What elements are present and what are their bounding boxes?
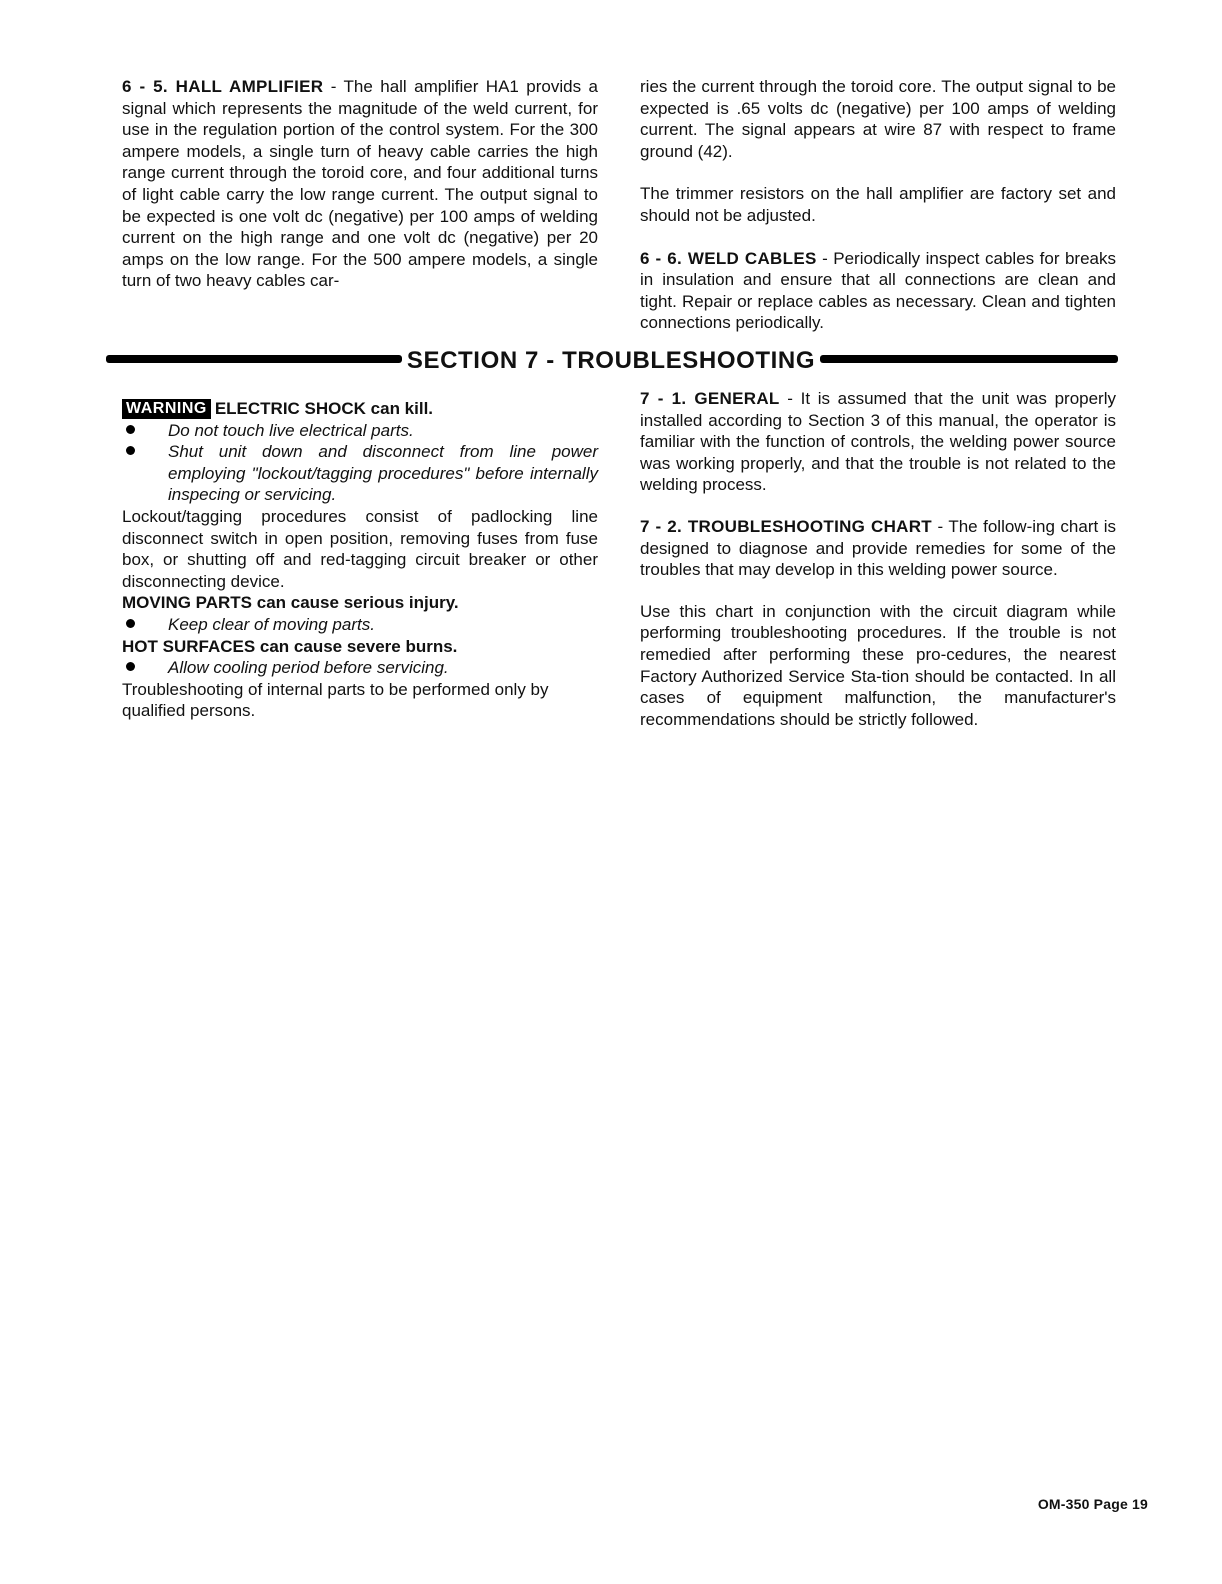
warning-badge: WARNING bbox=[122, 399, 211, 419]
bullet-dot-icon bbox=[122, 657, 168, 679]
electric-shock-line bbox=[122, 398, 598, 420]
section-title: SECTION 7 - TROUBLESHOOTING bbox=[406, 347, 816, 374]
bullet-item bbox=[122, 441, 598, 506]
warning-block bbox=[122, 388, 598, 722]
bullet-text: Do not touch live electrical parts. bbox=[168, 420, 414, 440]
hall-amplifier-body: - The hall amplifier HA1 provids a signal which represents the magnitude of the weld current, for use in the regulation portion of the control system. For the 300 ampere models, a single turn of heavy cable carries the high range current through the toroid core, and four additional turns of light cable carry the low range current. The output signal to be expected is one volt dc (negative) per 100 amps of welding current on the high range and one volt dc (negative) per 20 amps on the low range. For the 500 ampere models, a single turn of two heavy cables car- bbox=[122, 77, 598, 291]
general-paragraph bbox=[640, 388, 1116, 496]
general-heading: 7 - 1. GENERAL bbox=[640, 389, 780, 408]
use-chart-paragraph: Use this chart in conjunction with the circuit diagram while performing troubleshooting procedures. If the trouble is not remedied after performing these pro-cedures, the nearest Factory Authorized Service Sta-tion should be contacted. In all cases of equipment malfunction, the manufacturer's recommendations should be strictly followed. bbox=[640, 601, 1116, 729]
bullet-item bbox=[122, 420, 598, 442]
page-footer: OM-350 Page 19 bbox=[1037, 1496, 1148, 1512]
bullet-text: Allow cooling period before servicing. bbox=[168, 658, 449, 678]
hall-amplifier-heading: 6 - 5. HALL AMPLIFIER bbox=[122, 77, 324, 96]
bullet-dot-icon bbox=[122, 441, 168, 463]
qualified-persons-paragraph: Troubleshooting of internal parts to be performed only by qualified persons. bbox=[122, 679, 549, 721]
troubleshooting-column bbox=[640, 388, 1116, 730]
section-rule-left bbox=[106, 355, 402, 363]
bullet-item bbox=[122, 657, 598, 679]
right-top-column bbox=[640, 76, 1116, 334]
weld-cables-paragraph bbox=[640, 248, 1116, 334]
hall-amplifier-column bbox=[122, 76, 598, 292]
troubleshooting-chart-heading: 7 - 2. TROUBLESHOOTING CHART bbox=[640, 516, 932, 536]
troubleshooting-chart-body: - The follow-ing chart is designed to diagnose and provide remedies for some of the troubles that may develop in this welding power source. bbox=[640, 516, 1116, 580]
bullet-text: Shut unit down and disconnect from line power employing "lockout/tagging procedures" before internally inspecing or servicing. bbox=[168, 442, 598, 505]
bullet-text: Keep clear of moving parts. bbox=[168, 614, 375, 634]
hall-amplifier-paragraph bbox=[122, 76, 598, 292]
weld-cables-body: - Periodically inspect cables for breaks in insulation and ensure that all connections are clean and tight. Repair or replace cables as necessary. Clean and tighten connections periodically. bbox=[640, 248, 1116, 333]
section-rule-right bbox=[820, 355, 1118, 363]
bullet-item bbox=[122, 614, 598, 636]
hot-surfaces-heading: HOT SURFACES can cause severe burns. bbox=[122, 636, 458, 656]
hall-amplifier-continued: ries the current through the toroid core. The output signal to be expected is .65 volts dc (negative) per 100 amps of welding current. The signal appears at wire 87 with respect to frame ground (42). bbox=[640, 77, 1116, 161]
section-header bbox=[106, 344, 1118, 378]
bullet-dot-icon bbox=[122, 420, 168, 442]
bullet-dot-icon bbox=[122, 614, 168, 636]
electric-shock-heading: ELECTRIC SHOCK can kill. bbox=[214, 399, 434, 418]
trimmer-paragraph: The trimmer resistors on the hall amplifier are factory set and should not be adjusted. bbox=[640, 184, 1116, 225]
general-body: - It is assumed that the unit was properly installed according to Section 3 of this manual, the operator is familiar with the function of controls, the welding power source was working properly, and that the trouble is not related to the welding process. bbox=[640, 389, 1116, 495]
moving-parts-heading: MOVING PARTS can cause serious injury. bbox=[122, 593, 459, 613]
lockout-paragraph: Lockout/tagging procedures consist of padlocking line disconnect switch in open position, removing fuses from fuse box, or shutting off and red-tagging circuit breaker or other disconnecting device. bbox=[122, 506, 598, 591]
weld-cables-heading: 6 - 6. WELD CABLES bbox=[640, 248, 817, 268]
troubleshooting-chart-paragraph bbox=[640, 516, 1116, 581]
